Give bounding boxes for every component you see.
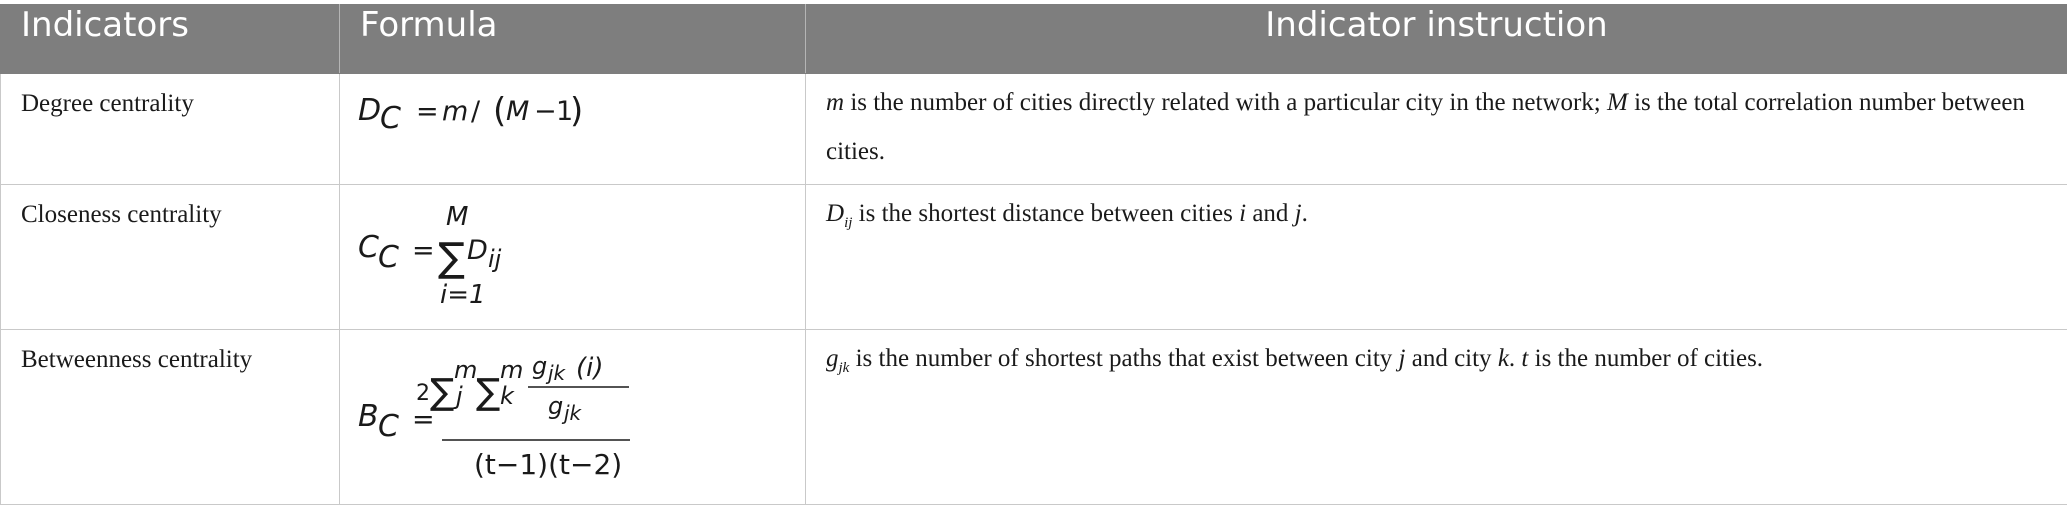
sum-upper: m (500, 356, 524, 384)
header-formula: Formula (340, 5, 806, 74)
formula-term: ( (493, 91, 507, 131)
sum-upper: M (446, 202, 469, 232)
instr-var: j (1398, 345, 1406, 372)
sum-symbol: ∑ (438, 235, 465, 281)
table-header-row (1, 5, 2067, 74)
sum-index: k (500, 382, 514, 410)
formula-term: D (467, 235, 488, 266)
instr-var: i (1239, 200, 1247, 227)
closeness-centrality-formula (340, 185, 806, 330)
formula-term: − (534, 96, 557, 127)
formula-term: 1 (556, 96, 574, 127)
formula-equals: = (416, 96, 439, 127)
instr-text: is the number of shortest paths that exist between city (849, 345, 1399, 372)
sum-lower: i=1 (440, 280, 486, 310)
indicator-instruction (806, 330, 2067, 505)
sum-symbol: ∑ (430, 372, 455, 413)
instr-text: . (1301, 200, 1308, 227)
instr-var: t (1521, 345, 1529, 372)
sum-index: j (456, 382, 463, 410)
indicator-name: Degree centrality (1, 74, 340, 185)
formula-term: M (506, 96, 530, 127)
formula-term: m (442, 96, 469, 127)
instr-text: is the shortest distance between cities (852, 200, 1240, 227)
indicator-instruction (806, 185, 2067, 330)
sum-symbol: ∑ (476, 372, 501, 413)
table-row (1, 330, 2067, 505)
formula-equals: = (412, 235, 435, 266)
instr-text: . (1508, 345, 1522, 372)
formula-term: / (471, 96, 481, 127)
formula-cell (340, 330, 806, 505)
instr-text: is the total correlation number between cities. (826, 89, 2025, 165)
header-indicator-instruction: Indicator instruction (806, 5, 2067, 74)
formula-lhs: C (358, 230, 379, 265)
indicator-table (0, 4, 2067, 505)
formula-denominator: (t−1)(t−2) (474, 448, 623, 481)
formula-lhs: D (358, 93, 382, 128)
indicator-instruction (806, 74, 2067, 185)
instr-var: M (1607, 89, 1628, 116)
table-row (1, 74, 2067, 185)
instr-var: D (826, 200, 845, 227)
fraction-numerator: g (532, 352, 548, 380)
fraction-numerator-sub: jk (548, 361, 566, 385)
instr-sub: jk (838, 360, 850, 376)
indicator-name: Closeness centrality (1, 185, 340, 330)
instr-var: m (826, 89, 845, 116)
formula-lhs-sub: C (378, 409, 399, 444)
fraction-numerator-arg: (i) (576, 353, 604, 383)
instr-text: and (1246, 200, 1295, 227)
betweenness-centrality-formula (340, 330, 806, 505)
formula-term-sub: ij (488, 245, 502, 273)
instr-text: and city (1405, 345, 1498, 372)
numerator-coefficient: 2 (416, 381, 430, 406)
instr-text: is the number of cities directly related with a particular city in the network; (844, 89, 1608, 116)
indicator-name: Betweenness centrality (1, 330, 340, 505)
fraction-denominator: g (548, 392, 564, 420)
instr-text: is the number of cities. (1528, 345, 1764, 372)
formula-cell (340, 74, 806, 185)
instr-var: j (1294, 200, 1302, 227)
formula-cell (340, 185, 806, 330)
sum-upper: m (454, 356, 478, 384)
header-indicators: Indicators (1, 5, 340, 74)
formula-equals: = (412, 404, 435, 435)
formula-lhs-sub: C (380, 101, 401, 136)
formula-lhs: B (358, 399, 379, 434)
degree-centrality-formula (340, 74, 806, 185)
table-row (1, 185, 2067, 330)
formula-term: ) (570, 91, 584, 131)
instr-var: k (1497, 345, 1509, 372)
fraction-denominator-sub: jk (564, 401, 582, 425)
instr-sub: ij (844, 215, 853, 231)
formula-lhs-sub: C (378, 240, 399, 275)
instr-var: g (826, 345, 839, 372)
